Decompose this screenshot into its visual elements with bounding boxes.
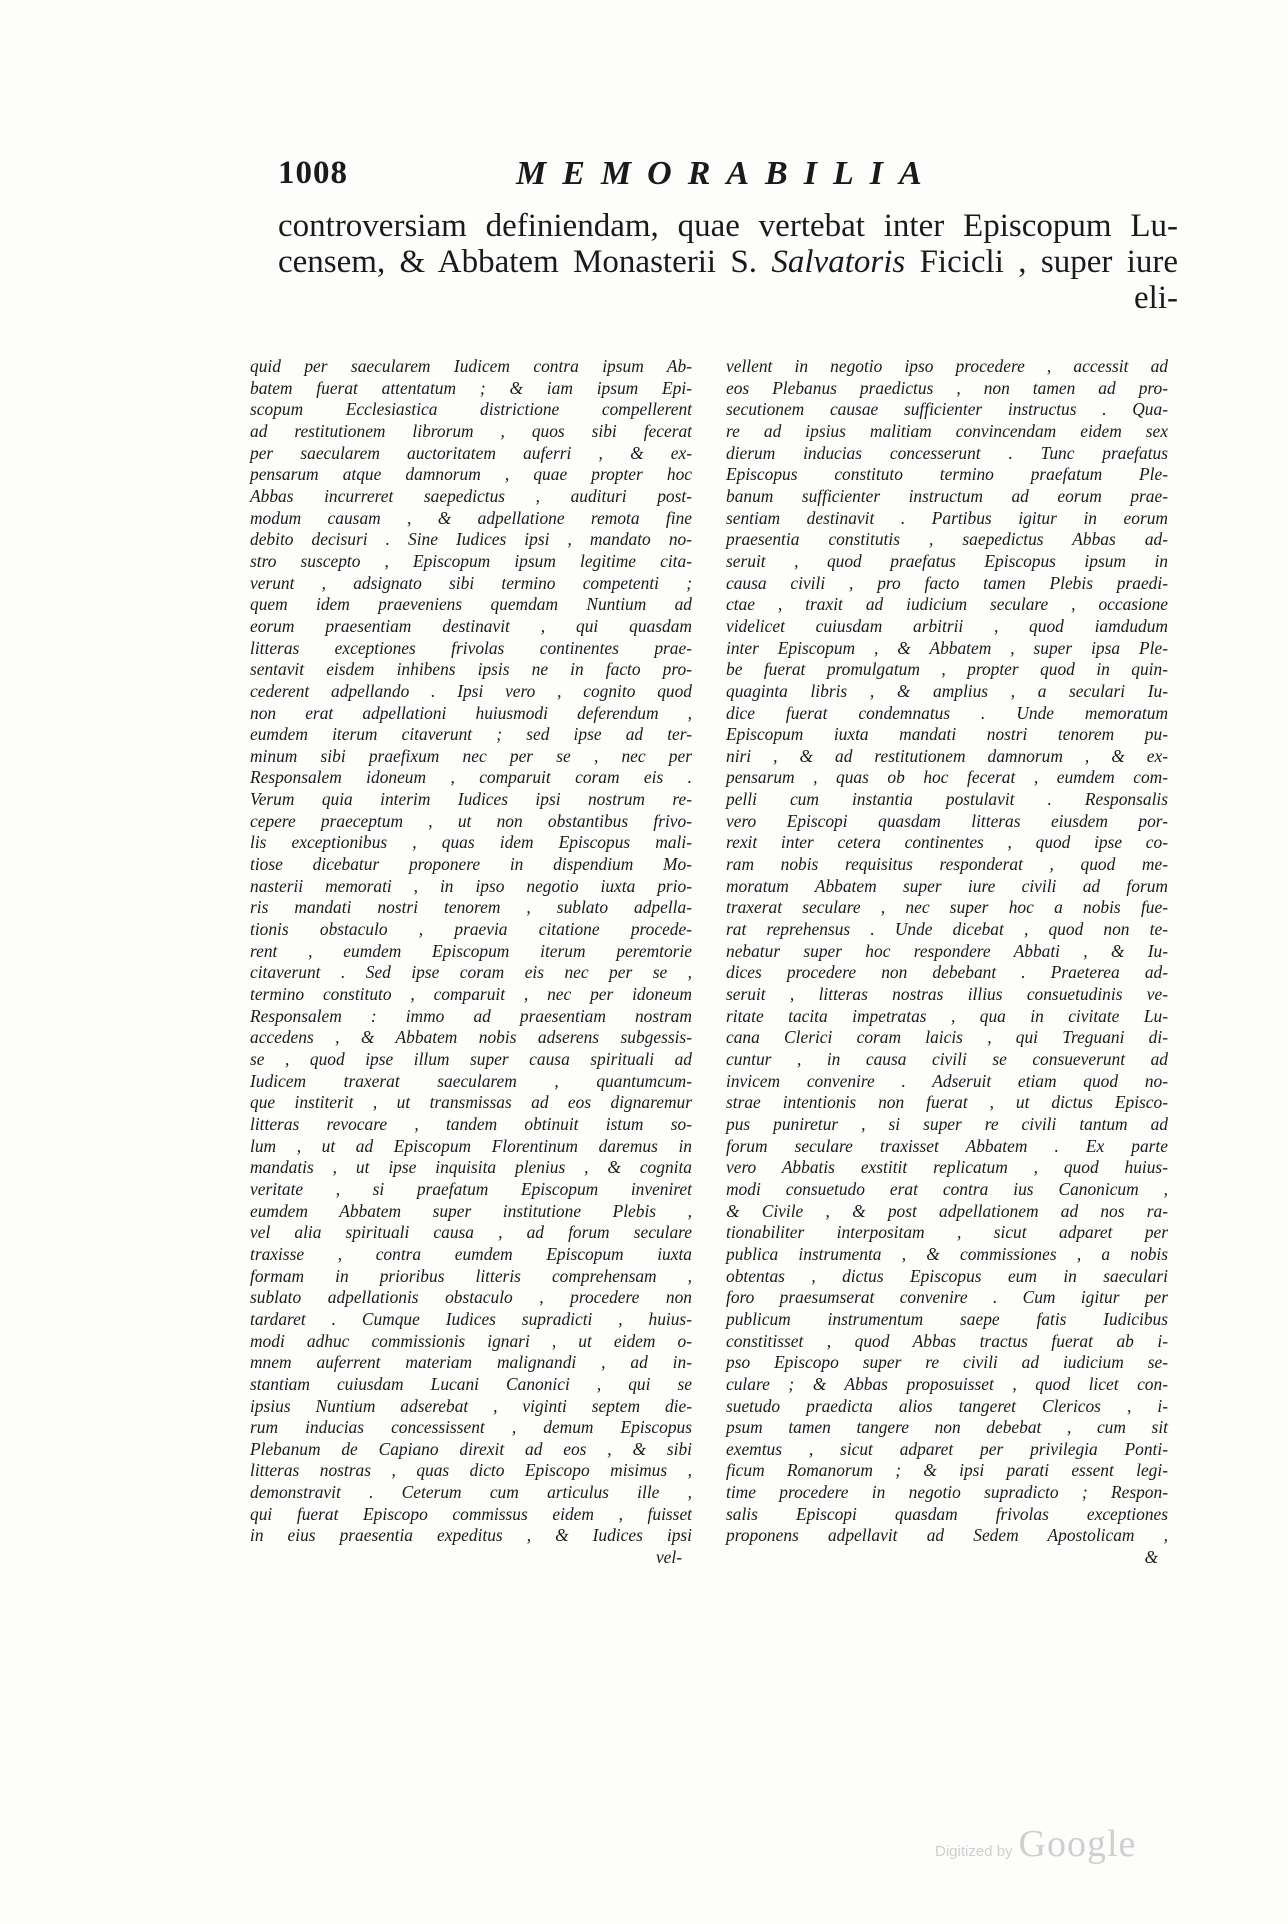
text-line: eorum praesentiam destinavit , qui quasdam: [250, 615, 692, 636]
text-line: pensarum atque damnorum , quae propter hoc: [250, 464, 692, 485]
text-line: secutionem causae sufficienter instructus . Qua-: [726, 399, 1168, 420]
text-line: debito decisuri . Sine Iudices ipsi , mandato no-: [250, 529, 692, 550]
text-line: ctae , traxit ad iudicium seculare , occasione: [726, 594, 1168, 615]
text-line: foro praesumserat convenire . Cum igitur per: [726, 1287, 1168, 1308]
text-line: tardaret . Cumque Iudices supradicti , huius-: [250, 1308, 692, 1329]
text-line: rent , eumdem Episcopum iterum peremtorie: [250, 940, 692, 961]
text-line: tiose dicebatur proponere in dispendium Mo-: [250, 854, 692, 875]
text-line: litteras nostras , quas dicto Episcopo misimus ,: [250, 1460, 692, 1481]
text-line: seruit , quod praefatus Episcopus ipsum in: [726, 550, 1168, 571]
text-line: moratum Abbatem super iure civili ad forum: [726, 875, 1168, 896]
text-line: litteras exceptiones frivolas continentes prae-: [250, 637, 692, 658]
text-line: vellent in negotio ipso procedere , accessit ad: [726, 356, 1168, 376]
text-line: stro suscepto , Episcopum ipsum legitime cita-: [250, 550, 692, 571]
text-line: eumdem iterum citaverunt ; sed ipse ad ter-: [250, 724, 692, 745]
text-line: litteras revocare , tandem obtinuit istum so-: [250, 1113, 692, 1134]
catchword: &: [1144, 1547, 1158, 1568]
text-line: nasterii memorati , in ipso negotio iuxta prio-: [250, 875, 692, 896]
text-line: veritate , si praefatum Episcopum inveniret: [250, 1178, 692, 1199]
text-line: proponens adpellavit ad Sedem Apostolicam ,: [726, 1525, 1168, 1546]
text-line: constitisset , quod Abbas tractus fuerat ab i-: [726, 1330, 1168, 1351]
text-line: seruit , litteras nostras illius consuetudinis ve-: [726, 984, 1168, 1005]
text-line: dice fuerat condemnatus . Unde memoratum: [726, 702, 1168, 723]
text-line: rexit inter cetera continentes , quod ipse co-: [726, 832, 1168, 853]
text-line: citaverunt . Sed ipse coram eis nec per se ,: [250, 962, 692, 983]
text-line: sublato adpellationis obstaculo , procedere non: [250, 1287, 692, 1308]
digitization-watermark: [935, 1822, 1136, 1866]
text-line: [278, 244, 1178, 280]
text-line: minum sibi praefixum nec per se , nec per: [250, 745, 692, 766]
text-line: sentavit eisdem inhibens ipsis ne in facto pro-: [250, 659, 692, 680]
text-line: accedens , & Abbatem nobis adserens subgessis-: [250, 1027, 692, 1048]
text-line: demonstravit . Ceterum cum articulus ille ,: [250, 1482, 692, 1503]
text-line: ritate tacita impetratas , qua in civitate Lu-: [726, 1005, 1168, 1026]
text-line: & Civile , & post adpellationem ad nos ra-: [726, 1200, 1168, 1221]
catchword: vel-: [655, 1547, 682, 1568]
text-line: forum seculare traxisset Abbatem . Ex parte: [726, 1135, 1168, 1156]
text-line: scopum Ecclesiastica districtione compellerent: [250, 399, 692, 420]
text-line: nebatur super hoc respondere Abbati , & Iu-: [726, 940, 1168, 961]
text-line: suetudo praedicta alios tangeret Clericos , i-: [726, 1395, 1168, 1416]
text-line: per saecularem auctoritatem auferri , & ex-: [250, 442, 692, 463]
text-line: be fuerat promulgatum , propter quod in quin-: [726, 659, 1168, 680]
text-line: stantiam cuiusdam Lucani Canonici , qui se: [250, 1373, 692, 1394]
text-line: traxisse , contra eumdem Episcopum iuxta: [250, 1243, 692, 1264]
text-segment: Ficicli , super iure: [905, 244, 1178, 280]
text-line: lum , ut ad Episcopum Florentinum daremus in: [250, 1135, 692, 1156]
text-line: Plebanum de Capiano direxit ad eos , & sibi: [250, 1438, 692, 1459]
watermark-logo-text: Google: [1018, 1823, 1137, 1865]
text-line: eos Plebanus praedictus , non tamen ad pro-: [726, 377, 1168, 398]
text-line: modi consuetudo erat contra ius Canonicum ,: [726, 1178, 1168, 1199]
text-line: Responsalem : immo ad praesentiam nostram: [250, 1005, 692, 1026]
text-line: ipsius Nuntium adserebat , viginti septem die-: [250, 1395, 692, 1416]
text-line: exemtus , sicut adparet per privilegia Ponti-: [726, 1438, 1168, 1459]
text-line: cana Clerici coram laicis , qui Treguani di-: [726, 1027, 1168, 1048]
text-line: termino constituto , comparuit , nec per idoneum: [250, 984, 692, 1005]
text-line: vero Abbatis exstitit replicatum , quod huius-: [726, 1157, 1168, 1178]
text-line: modi adhuc commissionis ignari , ut eidem o-: [250, 1330, 692, 1351]
text-line: sentiam destinavit . Partibus igitur in eorum: [726, 507, 1168, 528]
text-line: ris mandati nostri tenorem , sublato adpella-: [250, 897, 692, 918]
text-line: in eius praesentia expeditus , & Iudices ipsi: [250, 1525, 692, 1546]
text-line: modum causam , & adpellatione remota fine: [250, 507, 692, 528]
text-line: qui fuerat Episcopo commissus eidem , fuisset: [250, 1503, 692, 1524]
text-line: videlicet cuiusdam arbitrii , quod iamdudum: [726, 615, 1168, 636]
text-line: traxerat seculare , nec super hoc a nobis fue-: [726, 897, 1168, 918]
text-line: controversiam definiendam, quae vertebat inter Episcopum Lu-: [278, 208, 1178, 244]
text-line: pensarum , quas ob hoc fecerat , eumdem com-: [726, 767, 1168, 788]
catchword: eli-: [1134, 280, 1178, 316]
text-line: inter Episcopum , & Abbatem , super ipsa Ple-: [726, 637, 1168, 658]
text-segment: censem, & Abbatem Monasterii S.: [278, 244, 772, 280]
watermark-small-text: Digitized by: [935, 1843, 1013, 1860]
text-line: mnem auferrent materiam malignandi , ad in-: [250, 1352, 692, 1373]
text-line: vel alia spirituali causa , ad forum seculare: [250, 1222, 692, 1243]
text-line: mandatis , ut ipse inquisita plenius , & cognita: [250, 1157, 692, 1178]
text-line: praesentia constitutis , saepedictus Abbas ad-: [726, 529, 1168, 550]
running-head: [278, 155, 1158, 201]
running-title: MEMORABILIA: [516, 155, 938, 192]
text-line: niri , & ad restitutionem damnorum , & ex-: [726, 745, 1168, 766]
page-number: 1008: [278, 155, 348, 191]
text-line: eumdem Abbatem super institutione Plebis ,: [250, 1200, 692, 1221]
carry-over-paragraph: [278, 208, 1178, 316]
text-line: salis Episcopi quasdam frivolas exceptiones: [726, 1503, 1168, 1524]
text-line: Episcopus constituto termino praefatum Ple-: [726, 464, 1168, 485]
text-line: rum inducias concessissent , demum Episcopus: [250, 1417, 692, 1438]
text-line: Responsalem idoneum , comparuit coram eis .: [250, 767, 692, 788]
text-line: ficum Romanorum ; & ipsi parati essent legi-: [726, 1460, 1168, 1481]
text-line: Abbas incurreret saepedictus , audituri post-: [250, 485, 692, 506]
text-line: pso Episcopo super re civili ad iudicium se-: [726, 1352, 1168, 1373]
text-line: tionabiliter interpositam , sicut adparet per: [726, 1222, 1168, 1243]
italic-segment: Salvatoris: [771, 244, 906, 280]
text-line: vero Episcopi quasdam litteras eiusdem por-: [726, 810, 1168, 831]
text-line: pelli cum instantia postulavit . Responsalis: [726, 789, 1168, 810]
text-line: dices procedere non debebant . Praeterea ad-: [726, 962, 1168, 983]
text-line: cuntur , in causa civili se consueverunt ad: [726, 1049, 1168, 1069]
text-line: tionis obstaculo , praevia citatione procede-: [250, 919, 692, 940]
text-line: culare ; & Abbas proposuisset , quod licet con-: [726, 1373, 1168, 1394]
text-line: rat reprehensus . Unde dicebat , quod non te-: [726, 919, 1168, 940]
text-line: strae intentionis non fuerat , ut dictus Episco-: [726, 1092, 1168, 1113]
text-line: lis exceptionibus , quas idem Episcopus mali-: [250, 832, 692, 853]
text-line: verunt , adsignato sibi termino competenti ;: [250, 572, 692, 593]
text-line: quem idem praeveniens quemdam Nuntium ad: [250, 594, 692, 615]
text-line: time procedere in negotio supradicto ; Respon-: [726, 1482, 1168, 1503]
text-line: publicum instrumentum saepe fatis Iudicibus: [726, 1308, 1168, 1329]
text-line: que institerit , ut transmissas ad eos dignaremur: [250, 1092, 692, 1113]
text-line: banum sufficienter instructum ad eorum prae-: [726, 485, 1168, 506]
right-column: [726, 356, 1168, 1569]
text-line: cepere praeceptum , ut non obstantibus frivo-: [250, 810, 692, 831]
text-line: formam in prioribus litteris comprehensam ,: [250, 1265, 692, 1286]
text-line: psum tamen tangere non debebat , cum sit: [726, 1417, 1168, 1438]
text-line: cederent adpellando . Ipsi vero , cognito quod: [250, 680, 692, 701]
text-line: non erat adpellationi huiusmodi deferendum ,: [250, 702, 692, 723]
text-line: se , quod ipse illum super causa spirituali ad: [250, 1049, 692, 1069]
text-line: batem fuerat attentatum ; & iam ipsum Epi-: [250, 377, 692, 398]
text-line: invicem convenire . Adseruit etiam quod no-: [726, 1070, 1168, 1091]
text-line: obtentas , dictus Episcopus eum in saeculari: [726, 1265, 1168, 1286]
text-line: quid per saecularem Iudicem contra ipsum Ab-: [250, 356, 692, 376]
text-line: re ad ipsius malitiam convincendam eidem sex: [726, 420, 1168, 441]
text-line: causa civili , pro facto tamen Plebis praedi-: [726, 572, 1168, 593]
text-line: dierum inducias concesserunt . Tunc praefatus: [726, 442, 1168, 463]
text-line: ad restitutionem librorum , quos sibi fecerat: [250, 420, 692, 441]
text-line: ram nobis requisitus responderat , quod me-: [726, 854, 1168, 875]
text-line: pus puniretur , si super re civili tantum ad: [726, 1113, 1168, 1134]
text-line: Iudicem traxerat saecularem , quantumcum-: [250, 1070, 692, 1091]
text-line: Verum quia interim Iudices ipsi nostrum re-: [250, 789, 692, 810]
text-line: Episcopum iuxta mandati nostri tenorem pu-: [726, 724, 1168, 745]
left-column: [250, 356, 692, 1569]
text-line: publica instrumenta , & commissiones , a nobis: [726, 1243, 1168, 1264]
text-line: quaginta libris , & amplius , a seculari Iu-: [726, 680, 1168, 701]
